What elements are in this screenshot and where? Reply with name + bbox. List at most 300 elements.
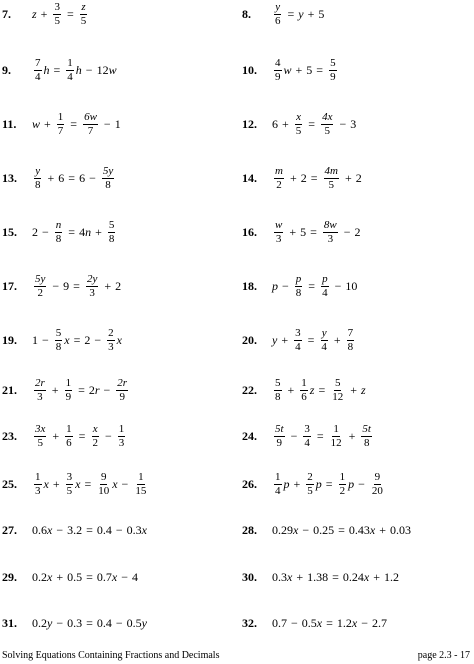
- fraction: [107, 328, 115, 353]
- fraction-denominator: 2: [276, 178, 282, 191]
- problem-16: [242, 212, 361, 252]
- number: 0.3: [272, 569, 287, 584]
- variable: x: [75, 476, 81, 491]
- fraction-denominator: 2: [339, 484, 346, 497]
- variable: p: [348, 476, 355, 491]
- fraction-denominator: 4: [304, 436, 310, 449]
- fraction-numerator: 3: [295, 326, 301, 339]
- fraction-denominator: 2: [92, 436, 98, 449]
- equation: [32, 424, 127, 449]
- operator: =: [325, 476, 333, 491]
- operator: =: [78, 428, 86, 443]
- fraction-numerator: p: [322, 272, 328, 285]
- fraction: [34, 166, 42, 191]
- number: 0.7: [96, 569, 112, 584]
- problem-number: 12.: [242, 116, 257, 131]
- fraction-numerator: 5: [108, 218, 115, 231]
- operator: =: [70, 116, 78, 131]
- fraction-numerator: 1: [333, 422, 339, 435]
- problem-31: [2, 603, 147, 643]
- problem-24: [242, 416, 374, 456]
- fraction-denominator: 8: [55, 340, 62, 353]
- footer-page-number: page 2.3 - 17: [417, 650, 470, 661]
- equation: [272, 523, 411, 538]
- variable: x: [111, 569, 118, 584]
- fraction-denominator: 8: [108, 232, 115, 245]
- problem-27: [2, 510, 147, 550]
- fraction-numerator: 2r: [117, 376, 128, 389]
- operator: −: [103, 382, 111, 397]
- variable: x: [369, 522, 376, 537]
- fraction-numerator: 1: [138, 470, 144, 483]
- number: 5: [306, 62, 313, 77]
- number: 10: [345, 278, 358, 293]
- problem-9: [2, 50, 117, 90]
- operator: −: [334, 278, 342, 293]
- operator: =: [68, 224, 76, 239]
- fraction-numerator: 5y: [102, 164, 114, 177]
- fraction-denominator: 4: [322, 286, 328, 299]
- problem-14: [242, 158, 362, 198]
- equation: [32, 220, 117, 245]
- variable: h: [43, 62, 50, 77]
- fraction-numerator: 3: [304, 422, 310, 435]
- fraction: [86, 274, 98, 299]
- operator: −: [104, 428, 112, 443]
- number: 0.4: [96, 615, 112, 630]
- operator: +: [56, 569, 64, 584]
- fraction-denominator: 9: [330, 70, 336, 83]
- problem-number: 18.: [242, 278, 257, 293]
- fraction-numerator: 7: [35, 56, 41, 69]
- equation: [272, 58, 339, 83]
- fraction-numerator: 5: [334, 376, 341, 389]
- equation: [272, 166, 362, 191]
- fraction-numerator: w: [275, 218, 283, 231]
- fraction: [339, 472, 347, 497]
- operator: =: [68, 170, 76, 185]
- fraction-denominator: 6: [275, 14, 281, 27]
- fraction: [102, 166, 114, 191]
- fraction-denominator: 6: [66, 436, 72, 449]
- variable: x: [43, 476, 49, 491]
- operator: +: [289, 170, 297, 185]
- fraction-denominator: 5: [324, 124, 330, 137]
- fraction-numerator: 4m: [324, 164, 338, 177]
- problem-number: 7.: [2, 6, 11, 21]
- fraction: [324, 166, 339, 191]
- operator: −: [52, 278, 60, 293]
- variable: y: [141, 615, 147, 630]
- fraction-numerator: y: [321, 326, 327, 339]
- number: 0.7: [272, 615, 287, 630]
- operator: +: [287, 382, 295, 397]
- equation: [272, 378, 366, 403]
- problem-number: 31.: [2, 615, 17, 630]
- fraction-numerator: 4: [275, 56, 281, 69]
- fraction-denominator: 5: [307, 484, 313, 497]
- variable: z: [309, 382, 315, 397]
- fraction-numerator: 1: [275, 470, 281, 483]
- fraction-numerator: 7: [347, 326, 354, 339]
- operator: −: [56, 615, 64, 630]
- fraction-denominator: 4: [321, 340, 327, 353]
- operator: =: [53, 62, 61, 77]
- problem-number: 13.: [2, 170, 17, 185]
- variable: w: [283, 62, 292, 77]
- number: 1.2: [384, 569, 399, 584]
- number: 5: [318, 6, 325, 21]
- fraction: [118, 424, 126, 449]
- problem-number: 17.: [2, 278, 17, 293]
- problem-23: [2, 416, 127, 456]
- number: 1.2: [336, 615, 352, 630]
- fraction-numerator: p: [295, 272, 302, 285]
- problem-12: [242, 104, 356, 144]
- fraction-denominator: 3: [108, 340, 114, 353]
- variable: z: [361, 382, 366, 397]
- problem-21: [2, 370, 130, 410]
- fraction-denominator: 10: [98, 484, 110, 497]
- variable: x: [47, 522, 53, 537]
- number: 2: [84, 332, 91, 347]
- fraction-denominator: 8: [363, 436, 370, 449]
- operator: +: [289, 224, 297, 239]
- problem-number: 28.: [242, 522, 257, 537]
- fraction-numerator: 1: [35, 470, 41, 483]
- number: 0.2: [32, 615, 47, 630]
- problem-number: 22.: [242, 382, 257, 397]
- equation: [32, 616, 147, 631]
- operator: +: [282, 116, 289, 131]
- operator: =: [78, 382, 85, 397]
- operator: =: [73, 332, 81, 347]
- equation: [272, 570, 399, 585]
- problem-19: [2, 320, 122, 360]
- fraction: [53, 2, 61, 27]
- fraction: [55, 328, 63, 353]
- fraction: [331, 378, 344, 403]
- operator: =: [287, 6, 295, 21]
- operator: +: [348, 428, 356, 443]
- fraction-numerator: 1: [339, 470, 346, 483]
- fraction-denominator: 3: [37, 390, 43, 403]
- number: 0.29: [272, 522, 293, 537]
- fraction-denominator: 5: [328, 178, 334, 191]
- variable: y: [298, 6, 304, 21]
- number: 0.4: [96, 522, 112, 537]
- fraction: [274, 58, 282, 83]
- operator: =: [316, 62, 324, 77]
- fraction: [295, 274, 303, 299]
- fraction: [34, 58, 42, 83]
- operator: −: [103, 116, 111, 131]
- fraction-numerator: 5y: [35, 272, 46, 285]
- equation: [32, 112, 121, 137]
- fraction-denominator: 4: [67, 70, 73, 83]
- fraction-numerator: 2r: [35, 376, 45, 389]
- equation: [32, 523, 147, 538]
- fraction: [274, 2, 282, 27]
- variable: w: [32, 116, 41, 131]
- operator: =: [86, 569, 93, 584]
- operator: +: [281, 332, 289, 347]
- problem-number: 25.: [2, 476, 17, 491]
- fraction: [274, 166, 284, 191]
- operator: =: [86, 522, 93, 537]
- operator: =: [308, 116, 316, 131]
- operator: −: [358, 476, 365, 491]
- number: 12: [96, 62, 109, 77]
- fraction-numerator: x: [92, 422, 98, 435]
- problem-11: [2, 104, 121, 144]
- problem-number: 27.: [2, 522, 17, 537]
- fraction: [134, 472, 147, 497]
- problem-8: [242, 0, 324, 34]
- number: 0.24: [342, 569, 364, 584]
- fraction-numerator: n: [55, 218, 62, 231]
- fraction-numerator: 9: [100, 470, 107, 483]
- problem-number: 20.: [242, 332, 257, 347]
- operator: +: [333, 332, 341, 347]
- operator: =: [310, 224, 317, 239]
- number: 6: [272, 116, 278, 131]
- fraction-numerator: 8w: [323, 218, 337, 231]
- equation: [32, 328, 122, 353]
- operator: +: [350, 382, 358, 397]
- operator: =: [332, 569, 339, 584]
- fraction-denominator: 5: [66, 484, 73, 497]
- equation: [272, 328, 356, 353]
- fraction: [371, 472, 384, 497]
- operator: −: [302, 522, 310, 537]
- variable: p: [283, 476, 290, 491]
- variable: y: [272, 332, 278, 347]
- variable: r: [94, 382, 100, 397]
- number: 3.2: [67, 522, 83, 537]
- problem-15: [2, 212, 117, 252]
- fraction-numerator: 6w: [84, 110, 97, 123]
- equation: [32, 166, 116, 191]
- fraction-numerator: 1: [57, 110, 64, 123]
- fraction: [330, 424, 343, 449]
- fraction-numerator: 5: [330, 56, 336, 69]
- fraction-denominator: 9: [65, 390, 72, 403]
- fraction-numerator: 2y: [86, 272, 98, 285]
- fraction-numerator: 3: [66, 470, 73, 483]
- problem-number: 8.: [242, 6, 251, 21]
- equation: [32, 274, 121, 299]
- operator: +: [373, 569, 380, 584]
- number: 0.3: [126, 522, 142, 537]
- operator: −: [361, 615, 368, 630]
- variable: x: [293, 522, 299, 537]
- number: 0.5: [126, 615, 142, 630]
- operator: =: [326, 615, 333, 630]
- fraction-denominator: 15: [135, 484, 147, 497]
- operator: =: [310, 170, 318, 185]
- number: 6: [58, 170, 65, 185]
- operator: −: [290, 428, 298, 443]
- fraction-denominator: 8: [347, 340, 354, 353]
- operator: −: [121, 476, 129, 491]
- variable: x: [351, 615, 358, 630]
- number: 2: [300, 170, 307, 185]
- problem-number: 30.: [242, 569, 257, 584]
- fraction-numerator: 5t: [362, 422, 371, 435]
- fraction-denominator: 8: [295, 286, 302, 299]
- fraction-denominator: 8: [55, 232, 62, 245]
- operator: −: [85, 62, 93, 77]
- fraction: [91, 424, 99, 449]
- operator: −: [42, 224, 49, 239]
- fraction-numerator: m: [275, 164, 283, 177]
- number: 6: [79, 170, 86, 185]
- operator: +: [95, 224, 102, 239]
- number: 2: [32, 224, 38, 239]
- number: 9: [63, 278, 70, 293]
- operator: +: [52, 476, 60, 491]
- problem-7: [2, 0, 89, 34]
- fraction: [83, 112, 98, 137]
- fraction-numerator: 5t: [275, 422, 284, 435]
- operator: +: [295, 62, 303, 77]
- problem-25: [2, 464, 149, 504]
- problem-number: 16.: [242, 224, 257, 239]
- fraction-denominator: 5: [54, 14, 60, 27]
- fraction: [321, 112, 333, 137]
- problem-number: 10.: [242, 62, 257, 77]
- number: 2.7: [372, 615, 387, 630]
- problem-22: [242, 370, 366, 410]
- fraction-denominator: 3: [275, 232, 282, 245]
- problem-17: [2, 266, 121, 306]
- operator: −: [56, 522, 64, 537]
- number: 5: [300, 224, 307, 239]
- operator: −: [282, 278, 289, 293]
- problem-28: [242, 510, 411, 550]
- number: 1: [32, 332, 38, 347]
- problem-29: [2, 557, 138, 597]
- problem-30: [242, 557, 399, 597]
- problem-32: [242, 603, 387, 643]
- number: 4: [79, 224, 86, 239]
- problem-20: [242, 320, 356, 360]
- equation: [272, 424, 374, 449]
- problem-number: 21.: [2, 382, 17, 397]
- number: 2: [88, 382, 95, 397]
- variable: x: [287, 569, 293, 584]
- fraction: [274, 220, 283, 245]
- fraction-denominator: 8: [35, 178, 41, 191]
- number: 0.03: [390, 522, 411, 537]
- fraction: [66, 472, 74, 497]
- fraction: [34, 472, 42, 497]
- operator: +: [47, 170, 55, 185]
- operator: =: [66, 6, 74, 21]
- fraction-denominator: 3: [327, 232, 334, 245]
- fraction: [323, 220, 338, 245]
- fraction: [274, 472, 282, 497]
- number: 2: [355, 170, 362, 185]
- fraction-numerator: y: [35, 164, 41, 177]
- problem-number: 26.: [242, 476, 257, 491]
- operator: +: [44, 116, 51, 131]
- fraction-denominator: 7: [87, 124, 94, 137]
- fraction-numerator: x: [296, 110, 301, 123]
- fraction: [34, 424, 46, 449]
- fraction: [57, 112, 65, 137]
- operator: =: [316, 428, 324, 443]
- equation: [32, 472, 149, 497]
- variable: x: [116, 332, 122, 347]
- problem-26: [242, 464, 386, 504]
- fraction: [329, 58, 337, 83]
- operator: =: [318, 382, 326, 397]
- equation: [272, 616, 387, 631]
- variable: w: [108, 62, 117, 77]
- fraction: [320, 328, 328, 353]
- fraction: [274, 424, 285, 449]
- equation: [32, 378, 130, 403]
- equation: [272, 274, 357, 299]
- fraction-numerator: y: [275, 0, 281, 13]
- operator: =: [307, 332, 315, 347]
- problem-number: 32.: [242, 615, 257, 630]
- fraction-denominator: 9: [119, 390, 125, 403]
- variable: x: [112, 476, 118, 491]
- fraction-numerator: 5: [275, 376, 281, 389]
- fraction: [274, 378, 282, 403]
- number: 0.25: [313, 522, 335, 537]
- equation: [272, 220, 361, 245]
- fraction-numerator: 1: [118, 422, 125, 435]
- variable: n: [85, 224, 92, 239]
- variable: p: [315, 476, 322, 491]
- number: 2: [115, 278, 122, 293]
- fraction-denominator: 7: [57, 124, 64, 137]
- fraction: [116, 378, 128, 403]
- variable: x: [141, 522, 147, 537]
- fraction-numerator: 1: [65, 376, 72, 389]
- variable: h: [75, 62, 82, 77]
- operator: +: [104, 278, 112, 293]
- fraction: [347, 328, 355, 353]
- fraction-denominator: 4: [275, 484, 281, 497]
- fraction: [306, 472, 314, 497]
- fraction-denominator: 9: [276, 436, 283, 449]
- fraction-numerator: 3x: [35, 422, 46, 435]
- fraction-numerator: 2: [307, 470, 313, 483]
- fraction-denominator: 5: [295, 124, 302, 137]
- fraction-denominator: 4: [295, 340, 301, 353]
- fraction-numerator: 5: [55, 326, 62, 339]
- fraction: [97, 472, 110, 497]
- operator: −: [42, 332, 49, 347]
- number: 0.43: [348, 522, 370, 537]
- operator: −: [115, 522, 123, 537]
- fraction-denominator: 3: [118, 436, 125, 449]
- fraction-denominator: 2: [37, 286, 43, 299]
- equation: [272, 2, 324, 27]
- problem-number: 29.: [2, 569, 17, 584]
- problem-10: [242, 50, 339, 90]
- fraction: [66, 58, 74, 83]
- problem-number: 11.: [2, 116, 17, 131]
- number: 1.38: [307, 569, 329, 584]
- fraction: [65, 378, 73, 403]
- problem-number: 14.: [242, 170, 257, 185]
